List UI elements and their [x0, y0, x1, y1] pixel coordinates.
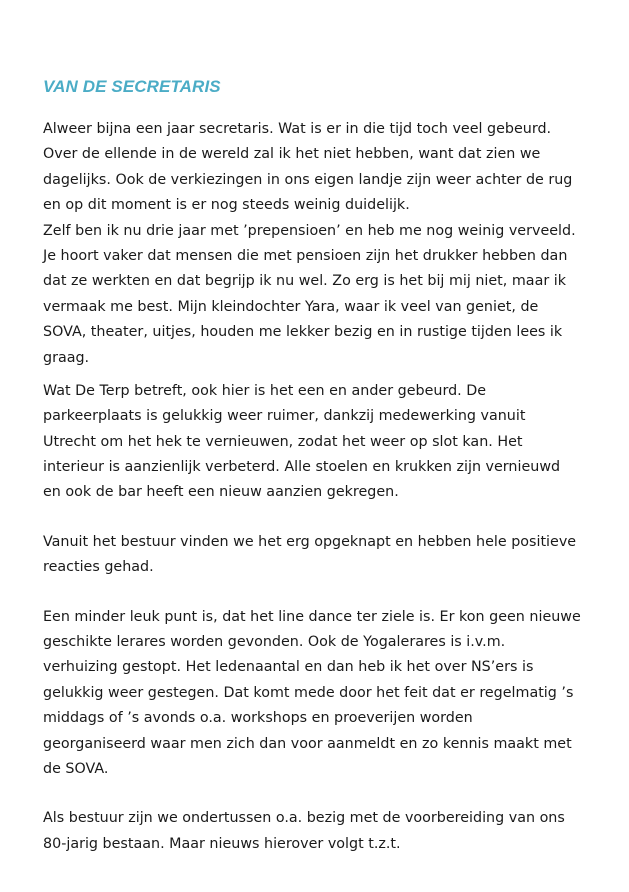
- text-line: en op dit moment is er nog steeds weinig duidelijk.: [43, 197, 410, 214]
- text-line: geschikte lerares worden gevonden. Ook de Yogalerares is i.v.m.: [43, 634, 506, 651]
- text-line: graag.: [43, 349, 90, 366]
- text-line: 80-jarig bestaan. Maar nieuws hierover volgt t.z.t.: [43, 835, 401, 852]
- paragraph-spacer: [43, 581, 603, 605]
- article-body: [43, 117, 603, 857]
- text-line: georganiseerd waar men zich dan voor aanmeldt en zo kennis maakt met: [43, 735, 572, 752]
- text-line: middags of ’s avonds o.a. workshops en proeverijen worden: [43, 710, 473, 727]
- text-line: Utrecht om het hek te vernieuwen, zodat het weer op slot kan. Het: [43, 433, 523, 450]
- paragraph-3: [43, 530, 603, 581]
- paragraph-1: [43, 117, 603, 371]
- text-line: verhuizing gestopt. Het ledenaantal en dan heb ik het over NS’ers is: [43, 659, 534, 676]
- text-line: vermaak me best. Mijn kleindochter Yara, waar ik veel van geniet, de: [43, 298, 539, 315]
- text-line: gelukkig weer gestegen. Dat komt mede door het feit dat er regelmatig ’s: [43, 684, 574, 701]
- text-line: Je hoort vaker dat mensen die met pensioen zijn het drukker hebben dan: [43, 247, 568, 264]
- text-line: de SOVA.: [43, 760, 109, 777]
- text-line: interieur is aanzienlijk verbeterd. Alle stoelen en krukken zijn vernieuwd: [43, 459, 561, 476]
- paragraph-spacer: [43, 371, 603, 379]
- text-line: SOVA, theater, uitjes, houden me lekker bezig en in rustige tijden lees ik: [43, 324, 563, 341]
- paragraph-spacer: [43, 782, 603, 806]
- text-line: Alweer bijna een jaar secretaris. Wat is er in die tijd toch veel gebeurd.: [43, 121, 552, 137]
- text-line: Wat De Terp betreft, ook hier is het een en ander gebeurd. De: [43, 382, 487, 399]
- text-line: en ook de bar heeft een nieuw aanzien gekregen.: [43, 484, 399, 501]
- text-line: dat ze werkten en dat begrijp ik nu wel. Zo erg is het bij mij niet, maar ik: [43, 273, 567, 290]
- paragraph-5: [43, 806, 603, 857]
- text-line: Over de ellende in de wereld zal ik het niet hebben, want dat zien we: [43, 146, 541, 163]
- paragraph-spacer: [43, 506, 603, 530]
- section-title: VAN DE SECRETARIS: [43, 77, 221, 96]
- text-line: reacties gehad.: [43, 559, 154, 576]
- paragraph-4: [43, 605, 603, 783]
- text-line: Een minder leuk punt is, dat het line dance ter ziele is. Er kon geen nieuwe: [43, 608, 581, 625]
- text-line: Vanuit het bestuur vinden we het erg opgeknapt en hebben hele positieve: [43, 533, 577, 550]
- text-line: parkeerplaats is gelukkig weer ruimer, dankzij medewerking vanuit: [43, 408, 526, 425]
- paragraph-2: [43, 379, 603, 506]
- text-line: Zelf ben ik nu drie jaar met ’prepensioen’ en heb me nog weinig verveeld.: [43, 222, 576, 239]
- text-line: dagelijks. Ook de verkiezingen in ons eigen landje zijn weer achter de rug: [43, 171, 573, 188]
- text-line: Als bestuur zijn we ondertussen o.a. bezig met de voorbereiding van ons: [43, 810, 565, 827]
